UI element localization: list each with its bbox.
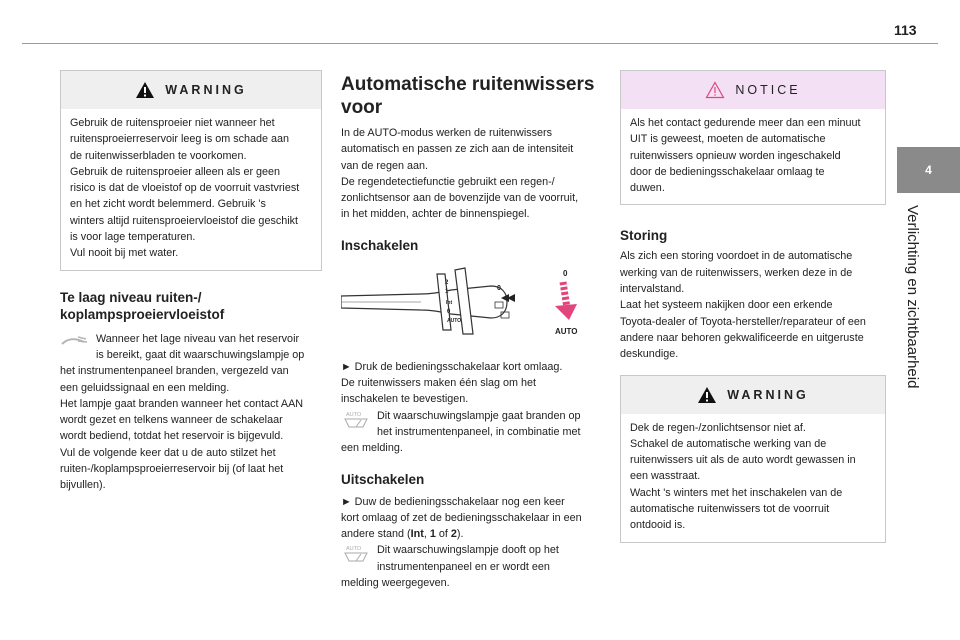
title-line: Automatische ruitenwissers xyxy=(341,74,595,95)
text-line: winters altijd ruitensproeiervloeistof die geschikt xyxy=(70,214,299,227)
arrow-label-bottom: AUTO xyxy=(555,326,578,336)
storing-text xyxy=(620,248,886,362)
text-line: intervalstand. xyxy=(620,283,685,296)
text-line: Dit waarschuwingslampje dooft op het xyxy=(377,544,559,557)
text-line: werking van de ruitenwissers, werken deze in de xyxy=(620,266,853,279)
text-line: bijvullen). xyxy=(60,479,106,492)
low-level-heading xyxy=(60,289,322,323)
warning-box-washer xyxy=(60,70,322,271)
inschakelen-lamp-text xyxy=(341,408,601,457)
text-line: zonlichtsensor aan de bovenzijde van de voorruit, xyxy=(341,192,579,205)
text-line: door de bedieningsschakelaar omlaag te xyxy=(630,165,825,178)
stalk-label: AUTO xyxy=(447,317,462,324)
text-line: Gebruik de ruitensproeier niet wanneer het xyxy=(70,117,275,129)
text-line: en het zicht wordt belemmerd. Gebruik 's xyxy=(70,198,266,211)
page-number: 113 xyxy=(894,22,917,38)
text-line: Wacht 's winters met het inschakelen van de xyxy=(630,486,843,499)
svg-text:AUTO: AUTO xyxy=(346,546,362,553)
text-line: wordt gezet en telkens wanneer de schakelaar xyxy=(60,414,283,427)
text-line: een melding. xyxy=(341,442,403,455)
text-line: een wasstraat. xyxy=(630,470,701,483)
column-left xyxy=(60,70,322,494)
heading-line: koplampsproeiervloeistof xyxy=(60,306,225,322)
text-line: Laat het systeem nakijken door een erkende xyxy=(620,299,833,312)
text-line: de ruitenwisserbladen te voorkomen. xyxy=(70,149,247,162)
text-line: ruitenwissers opnieuw worden ingeschakeld xyxy=(630,149,841,162)
text-line: is voor lage temperaturen. xyxy=(70,231,196,244)
text-line: het instrumentenpaneel, in combinatie met xyxy=(377,425,581,438)
text-line: wordt bediend, totdat het reservoir is bijgevuld. xyxy=(60,430,284,443)
text-line: andere naar behoren gekwalificeerde en uitgeruste xyxy=(620,331,864,344)
washer-fluid-icon xyxy=(60,333,90,347)
text-line: in het midden, achter de binnenspiegel. xyxy=(341,208,530,221)
notice-title: NOTICE xyxy=(735,83,801,97)
svg-text:AUTO: AUTO xyxy=(346,411,362,418)
inschakelen-text xyxy=(341,359,601,408)
stalk-label: 1 xyxy=(445,288,449,295)
warning-triangle-icon xyxy=(697,386,717,404)
notice-triangle-icon xyxy=(705,81,725,99)
storing-heading: Storing xyxy=(620,228,668,244)
text-line: Als het contact gedurende meer dan een minuut xyxy=(630,117,861,129)
stalk-label: 0 xyxy=(447,308,451,315)
text-line: Vul de volgende keer dat u de auto stilzet het xyxy=(60,446,276,459)
inschakelen-heading: Inschakelen xyxy=(341,237,419,253)
text-line: Vul nooit bij met water. xyxy=(70,247,179,260)
text-line: automatisch en passen ze zich aan de intensiteit xyxy=(341,143,574,156)
text-line: andere stand (Int, 1 of 2). xyxy=(341,528,464,541)
notice-box xyxy=(620,70,886,205)
text-line: De ruitenwissers maken één slag om het xyxy=(341,377,537,390)
warning-title: WARNING xyxy=(165,83,247,97)
heading-line: Te laag niveau ruiten-/ xyxy=(60,289,202,305)
warning-text xyxy=(61,109,321,270)
section-title xyxy=(341,73,601,119)
text-line: duwen. xyxy=(630,182,665,195)
text-line: Als zich een storing voordoet in de automatische xyxy=(620,250,853,263)
text-line: UIT is geweest, moeten de automatische xyxy=(630,133,826,146)
text-line: het instrumentenpaneel branden, vergezeld van xyxy=(60,365,289,378)
text-line: ruitensproeierreservoir leeg is om schade aan xyxy=(70,133,290,146)
text-line: Het lampje gaat branden wanneer het contact AAN xyxy=(60,397,304,410)
uitschakelen-lamp-text xyxy=(341,542,601,591)
text-line: automatische ruitenwissers tot de voorruit xyxy=(630,503,830,516)
text-line: Toyota-dealer of Toyota-hersteller/reparateur of een xyxy=(620,315,866,328)
stalk-label: 2 xyxy=(445,279,449,286)
low-level-text xyxy=(60,331,322,494)
wiper-stalk-illustration xyxy=(341,264,589,344)
notice-box-header xyxy=(621,71,885,109)
warning-triangle-icon xyxy=(135,81,155,99)
warning-box-header xyxy=(61,71,321,109)
text-line: Wanneer het lage niveau van het reservoir xyxy=(96,332,300,345)
text-line: ► Druk de bedieningsschakelaar kort omlaag. xyxy=(341,360,563,373)
warning-title: WARNING xyxy=(727,387,809,402)
warning-box-sensor xyxy=(620,375,886,543)
column-right xyxy=(620,70,886,543)
text-line: deskundige. xyxy=(620,348,679,361)
column-middle xyxy=(341,73,601,591)
text-line: instrumentenpaneel en er wordt een xyxy=(377,560,550,573)
header-rule xyxy=(22,43,938,44)
uitschakelen-text xyxy=(341,494,601,543)
text-line: risico is dat de vloeistof op de voorruit vastvriest xyxy=(70,182,300,195)
text-line: ruiten-/koplampsproeierreservoir bij (of laat het xyxy=(60,463,284,476)
text-line: is bereikt, gaat dit waarschuwingslampje op xyxy=(96,348,305,361)
text-line: Dek de regen-/zonlichtsensor niet af. xyxy=(630,421,806,434)
text-line: Gebruik de ruitensproeier alleen als er geen xyxy=(70,165,281,178)
uitschakelen-heading: Uitschakelen xyxy=(341,471,425,487)
text-line: ruitenwissers uit als de auto wordt gewassen in xyxy=(630,454,856,467)
chapter-tab[interactable]: 4 xyxy=(897,147,960,193)
auto-wiper-lamp-icon xyxy=(341,410,371,428)
text-line: ontdooid is. xyxy=(630,519,686,532)
text-line: inschakelen te bevestigen. xyxy=(341,393,469,406)
text-line: In de AUTO-modus werken de ruitenwissers xyxy=(341,127,553,139)
stalk-label: Int xyxy=(446,299,453,306)
title-line: voor xyxy=(341,97,383,118)
auto-wiper-lamp-icon xyxy=(341,544,371,562)
warning-text xyxy=(621,414,885,542)
intro-text xyxy=(341,125,601,223)
text-line: van de regen aan. xyxy=(341,159,429,172)
ring-label: 0 xyxy=(497,284,501,292)
text-line: een geluidssignaal en een melding. xyxy=(60,381,230,394)
text-line: kort omlaag of zet de bedieningsschakelaar in een xyxy=(341,511,582,524)
notice-text xyxy=(621,109,885,204)
text-line: Schakel de automatische werking van de xyxy=(630,437,827,450)
chapter-title: Verlichting en zichtbaarheid xyxy=(904,205,921,389)
warning-box-header xyxy=(621,376,885,414)
text-line: ► Duw de bedieningsschakelaar nog een keer xyxy=(341,495,565,508)
arrow-label-top: 0 xyxy=(563,268,568,278)
text-line: melding weergegeven. xyxy=(341,577,450,590)
text-line: Dit waarschuwingslampje gaat branden op xyxy=(377,409,581,422)
text-line: De regendetectiefunctie gebruikt een regen-/ xyxy=(341,175,555,188)
